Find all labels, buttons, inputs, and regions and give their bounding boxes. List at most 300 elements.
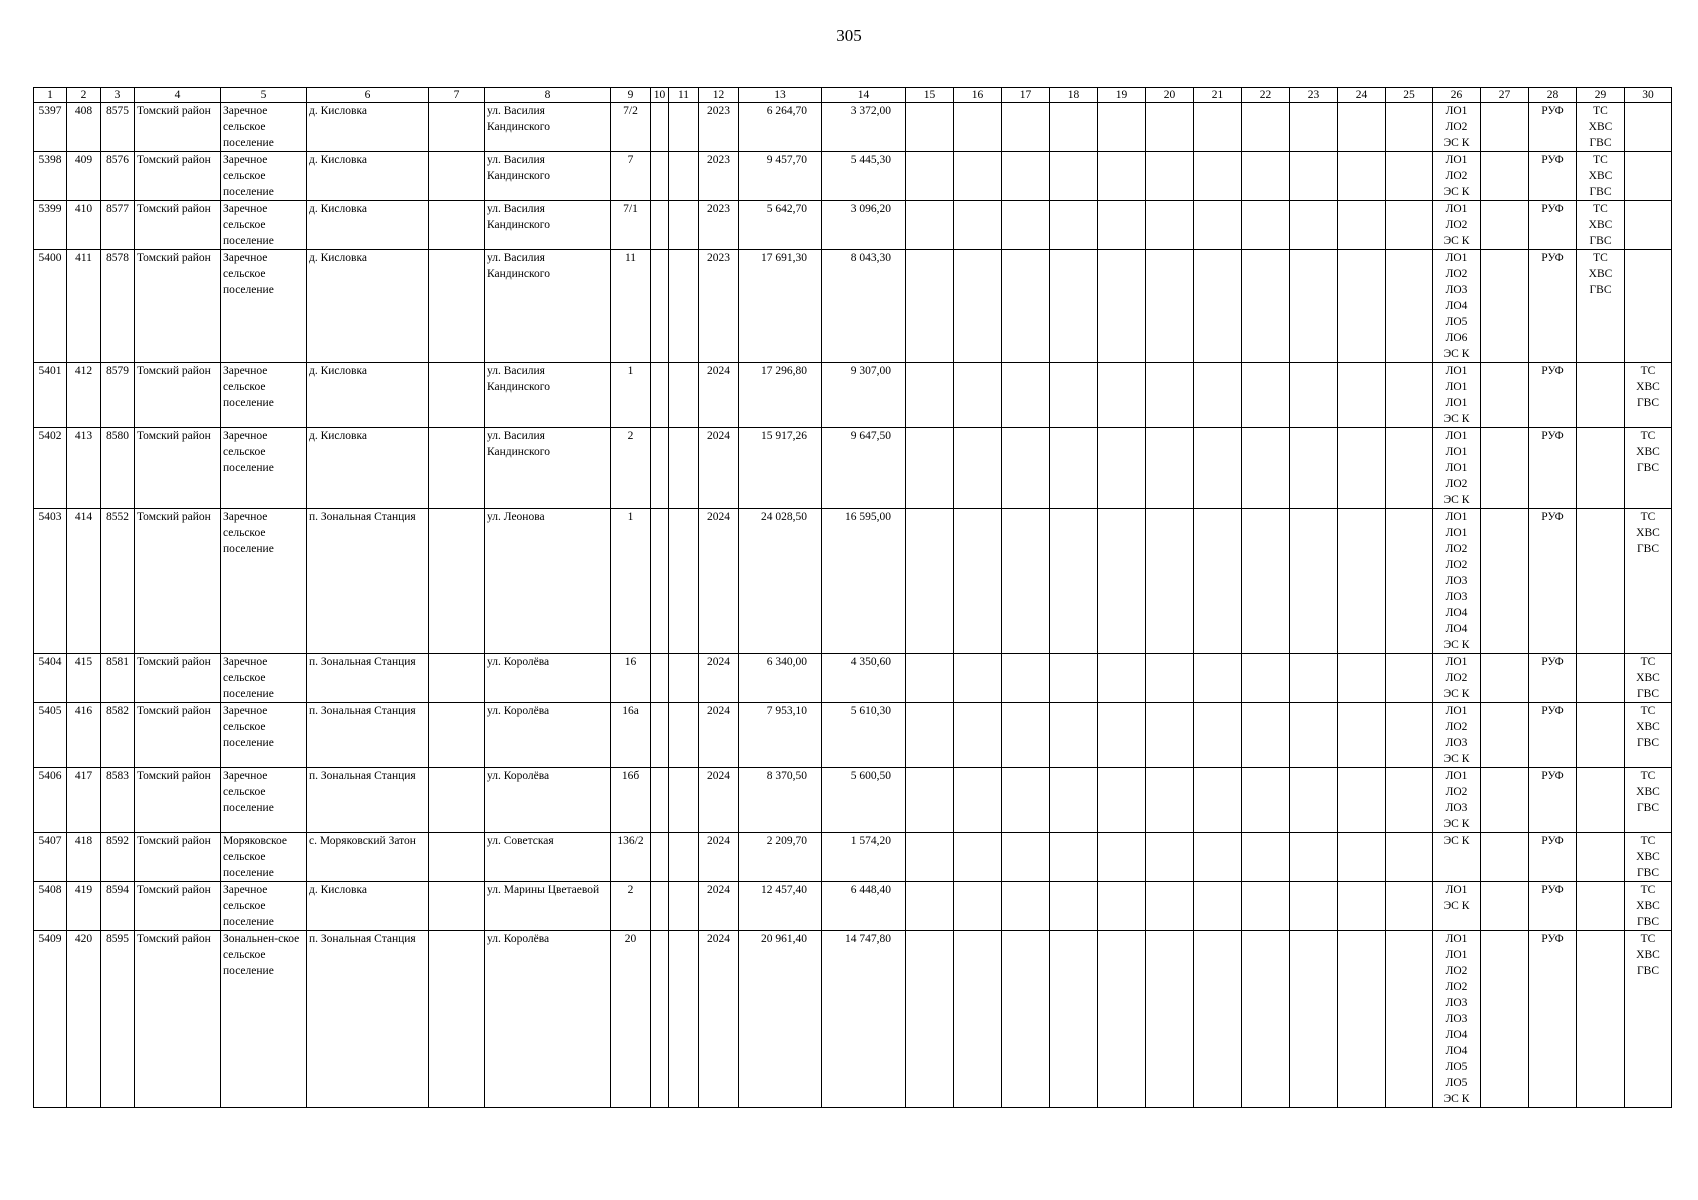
cell-col-20 (1146, 882, 1194, 931)
cell-col-8: ул. Василия Кандинского (485, 201, 611, 250)
cell-col-14: 5 600,50 (822, 768, 906, 833)
cell-col-9: 20 (611, 931, 651, 1108)
cell-col-13: 17 296,80 (739, 363, 822, 428)
cell-col-1: 5403 (34, 509, 67, 654)
cell-col-23 (1290, 654, 1338, 703)
cell-col-28: РУФ (1529, 931, 1577, 1108)
cell-col-12: 2023 (699, 152, 739, 201)
cell-col-11 (669, 768, 699, 833)
cell-col-19 (1098, 152, 1146, 201)
cell-col-26: ЛО1 ЛО2 ЭС К (1433, 103, 1481, 152)
cell-col-10 (651, 833, 669, 882)
cell-col-9: 16а (611, 703, 651, 768)
column-header-8: 8 (485, 88, 611, 103)
column-header-1: 1 (34, 88, 67, 103)
cell-col-21 (1194, 654, 1242, 703)
cell-col-24 (1338, 882, 1386, 931)
cell-col-29 (1577, 703, 1625, 768)
cell-col-14: 1 574,20 (822, 833, 906, 882)
cell-col-2: 414 (67, 509, 101, 654)
cell-col-10 (651, 509, 669, 654)
cell-col-14: 9 307,00 (822, 363, 906, 428)
column-header-24: 24 (1338, 88, 1386, 103)
cell-col-14: 4 350,60 (822, 654, 906, 703)
cell-col-26: ЛО1 ЛО2 ЛО3 ЭС К (1433, 703, 1481, 768)
cell-col-28: РУФ (1529, 103, 1577, 152)
cell-col-14: 16 595,00 (822, 509, 906, 654)
cell-col-25 (1386, 250, 1433, 363)
cell-col-2: 417 (67, 768, 101, 833)
table-row (34, 363, 1672, 428)
cell-col-22 (1242, 931, 1290, 1108)
cell-col-25 (1386, 152, 1433, 201)
cell-col-5: Заречное сельское поселение (221, 703, 307, 768)
cell-col-25 (1386, 428, 1433, 509)
cell-col-1: 5405 (34, 703, 67, 768)
cell-col-3: 8595 (101, 931, 135, 1108)
cell-col-6: п. Зональная Станция (307, 654, 429, 703)
cell-col-19 (1098, 509, 1146, 654)
cell-col-3: 8579 (101, 363, 135, 428)
cell-col-24 (1338, 428, 1386, 509)
cell-col-30: ТС ХВС ГВС (1625, 363, 1672, 428)
column-header-29: 29 (1577, 88, 1625, 103)
table-row (34, 152, 1672, 201)
cell-col-16 (954, 250, 1002, 363)
cell-col-6: д. Кисловка (307, 428, 429, 509)
cell-col-22 (1242, 103, 1290, 152)
column-header-2: 2 (67, 88, 101, 103)
cell-col-15 (906, 509, 954, 654)
cell-col-4: Томский район (135, 201, 221, 250)
cell-col-29 (1577, 931, 1625, 1108)
cell-col-16 (954, 201, 1002, 250)
cell-col-10 (651, 931, 669, 1108)
cell-col-11 (669, 152, 699, 201)
cell-col-30: ТС ХВС ГВС (1625, 428, 1672, 509)
cell-col-11 (669, 882, 699, 931)
cell-col-21 (1194, 363, 1242, 428)
cell-col-12: 2024 (699, 654, 739, 703)
cell-col-30 (1625, 103, 1672, 152)
cell-col-19 (1098, 103, 1146, 152)
cell-col-11 (669, 201, 699, 250)
cell-col-24 (1338, 201, 1386, 250)
cell-col-22 (1242, 882, 1290, 931)
cell-col-18 (1050, 703, 1098, 768)
cell-col-25 (1386, 833, 1433, 882)
cell-col-27 (1481, 931, 1529, 1108)
cell-col-4: Томский район (135, 152, 221, 201)
cell-col-18 (1050, 103, 1098, 152)
cell-col-4: Томский район (135, 833, 221, 882)
cell-col-18 (1050, 428, 1098, 509)
cell-col-22 (1242, 152, 1290, 201)
cell-col-23 (1290, 768, 1338, 833)
cell-col-26: ЛО1 ЛО1 ЛО1 ЭС К (1433, 363, 1481, 428)
cell-col-16 (954, 152, 1002, 201)
cell-col-14: 5 445,30 (822, 152, 906, 201)
cell-col-23 (1290, 703, 1338, 768)
cell-col-22 (1242, 509, 1290, 654)
cell-col-15 (906, 201, 954, 250)
cell-col-24 (1338, 250, 1386, 363)
cell-col-29: ТС ХВС ГВС (1577, 152, 1625, 201)
cell-col-16 (954, 654, 1002, 703)
cell-col-28: РУФ (1529, 833, 1577, 882)
cell-col-5: Зональнен-ское сельское поселение (221, 931, 307, 1108)
cell-col-8: ул. Марины Цветаевой (485, 882, 611, 931)
cell-col-5: Заречное сельское поселение (221, 428, 307, 509)
cell-col-24 (1338, 363, 1386, 428)
cell-col-2: 411 (67, 250, 101, 363)
cell-col-4: Томский район (135, 428, 221, 509)
cell-col-14: 3 372,00 (822, 103, 906, 152)
cell-col-9: 136/2 (611, 833, 651, 882)
cell-col-29 (1577, 363, 1625, 428)
column-header-6: 6 (307, 88, 429, 103)
cell-col-15 (906, 250, 954, 363)
cell-col-23 (1290, 363, 1338, 428)
cell-col-2: 413 (67, 428, 101, 509)
cell-col-8: ул. Королёва (485, 654, 611, 703)
cell-col-13: 2 209,70 (739, 833, 822, 882)
cell-col-3: 8580 (101, 428, 135, 509)
cell-col-21 (1194, 509, 1242, 654)
cell-col-28: РУФ (1529, 250, 1577, 363)
cell-col-9: 7 (611, 152, 651, 201)
cell-col-1: 5402 (34, 428, 67, 509)
cell-col-8: ул. Василия Кандинского (485, 363, 611, 428)
column-header-23: 23 (1290, 88, 1338, 103)
cell-col-2: 416 (67, 703, 101, 768)
cell-col-11 (669, 363, 699, 428)
cell-col-4: Томский район (135, 882, 221, 931)
cell-col-27 (1481, 654, 1529, 703)
registry-table (33, 87, 1672, 1108)
column-header-7: 7 (429, 88, 485, 103)
cell-col-5: Заречное сельское поселение (221, 768, 307, 833)
cell-col-21 (1194, 882, 1242, 931)
cell-col-21 (1194, 703, 1242, 768)
cell-col-14: 14 747,80 (822, 931, 906, 1108)
cell-col-19 (1098, 768, 1146, 833)
cell-col-10 (651, 250, 669, 363)
cell-col-20 (1146, 250, 1194, 363)
cell-col-29 (1577, 882, 1625, 931)
cell-col-5: Заречное сельское поселение (221, 882, 307, 931)
table-row (34, 250, 1672, 363)
cell-col-23 (1290, 833, 1338, 882)
cell-col-27 (1481, 152, 1529, 201)
cell-col-17 (1002, 882, 1050, 931)
cell-col-29 (1577, 654, 1625, 703)
cell-col-8: ул. Василия Кандинского (485, 103, 611, 152)
cell-col-26: ЛО1 ЛО2 ЭС К (1433, 654, 1481, 703)
column-header-10: 10 (651, 88, 669, 103)
table-row (34, 882, 1672, 931)
cell-col-26: ЛО1 ЛО1 ЛО2 ЛО2 ЛО3 ЛО3 ЛО4 ЛО4 ЭС К (1433, 509, 1481, 654)
cell-col-25 (1386, 768, 1433, 833)
cell-col-17 (1002, 703, 1050, 768)
cell-col-9: 16б (611, 768, 651, 833)
cell-col-3: 8552 (101, 509, 135, 654)
cell-col-29: ТС ХВС ГВС (1577, 201, 1625, 250)
cell-col-25 (1386, 703, 1433, 768)
cell-col-10 (651, 882, 669, 931)
cell-col-11 (669, 250, 699, 363)
cell-col-19 (1098, 201, 1146, 250)
cell-col-1: 5409 (34, 931, 67, 1108)
column-header-4: 4 (135, 88, 221, 103)
cell-col-6: п. Зональная Станция (307, 703, 429, 768)
cell-col-12: 2024 (699, 882, 739, 931)
cell-col-17 (1002, 833, 1050, 882)
cell-col-21 (1194, 201, 1242, 250)
cell-col-6: п. Зональная Станция (307, 768, 429, 833)
cell-col-17 (1002, 931, 1050, 1108)
cell-col-19 (1098, 882, 1146, 931)
cell-col-27 (1481, 201, 1529, 250)
cell-col-29 (1577, 509, 1625, 654)
cell-col-1: 5407 (34, 833, 67, 882)
cell-col-17 (1002, 654, 1050, 703)
cell-col-10 (651, 363, 669, 428)
cell-col-10 (651, 703, 669, 768)
cell-col-10 (651, 654, 669, 703)
cell-col-13: 17 691,30 (739, 250, 822, 363)
cell-col-24 (1338, 703, 1386, 768)
column-header-16: 16 (954, 88, 1002, 103)
page-number: 305 (836, 26, 862, 45)
cell-col-9: 7/1 (611, 201, 651, 250)
cell-col-22 (1242, 654, 1290, 703)
cell-col-7 (429, 833, 485, 882)
cell-col-8: ул. Леонова (485, 509, 611, 654)
cell-col-30 (1625, 201, 1672, 250)
cell-col-23 (1290, 428, 1338, 509)
cell-col-13: 20 961,40 (739, 931, 822, 1108)
cell-col-5: Заречное сельское поселение (221, 654, 307, 703)
cell-col-26: ЭС К (1433, 833, 1481, 882)
cell-col-28: РУФ (1529, 152, 1577, 201)
cell-col-20 (1146, 833, 1194, 882)
cell-col-19 (1098, 931, 1146, 1108)
cell-col-22 (1242, 833, 1290, 882)
table-row (34, 103, 1672, 152)
cell-col-30 (1625, 152, 1672, 201)
cell-col-30: ТС ХВС ГВС (1625, 654, 1672, 703)
cell-col-2: 418 (67, 833, 101, 882)
cell-col-9: 11 (611, 250, 651, 363)
cell-col-27 (1481, 768, 1529, 833)
cell-col-27 (1481, 882, 1529, 931)
cell-col-12: 2024 (699, 703, 739, 768)
cell-col-26: ЛО1 ЛО2 ЛО3 ЭС К (1433, 768, 1481, 833)
cell-col-28: РУФ (1529, 363, 1577, 428)
cell-col-27 (1481, 833, 1529, 882)
cell-col-24 (1338, 152, 1386, 201)
cell-col-25 (1386, 363, 1433, 428)
cell-col-25 (1386, 509, 1433, 654)
cell-col-8: ул. Василия Кандинского (485, 152, 611, 201)
cell-col-10 (651, 152, 669, 201)
cell-col-20 (1146, 654, 1194, 703)
cell-col-1: 5397 (34, 103, 67, 152)
column-header-17: 17 (1002, 88, 1050, 103)
table-row (34, 428, 1672, 509)
cell-col-8: ул. Королёва (485, 931, 611, 1108)
cell-col-3: 8592 (101, 833, 135, 882)
cell-col-21 (1194, 428, 1242, 509)
cell-col-11 (669, 654, 699, 703)
cell-col-3: 8594 (101, 882, 135, 931)
cell-col-9: 1 (611, 509, 651, 654)
cell-col-11 (669, 509, 699, 654)
cell-col-1: 5401 (34, 363, 67, 428)
cell-col-25 (1386, 201, 1433, 250)
cell-col-29 (1577, 768, 1625, 833)
cell-col-15 (906, 152, 954, 201)
cell-col-15 (906, 428, 954, 509)
cell-col-13: 12 457,40 (739, 882, 822, 931)
cell-col-6: п. Зональная Станция (307, 931, 429, 1108)
cell-col-24 (1338, 509, 1386, 654)
cell-col-8: ул. Королёва (485, 703, 611, 768)
cell-col-4: Томский район (135, 931, 221, 1108)
cell-col-18 (1050, 833, 1098, 882)
cell-col-22 (1242, 201, 1290, 250)
cell-col-6: д. Кисловка (307, 103, 429, 152)
cell-col-28: РУФ (1529, 201, 1577, 250)
cell-col-18 (1050, 201, 1098, 250)
cell-col-30: ТС ХВС ГВС (1625, 931, 1672, 1108)
cell-col-17 (1002, 201, 1050, 250)
table-header-row (34, 88, 1672, 103)
cell-col-18 (1050, 882, 1098, 931)
cell-col-7 (429, 882, 485, 931)
cell-col-19 (1098, 833, 1146, 882)
column-header-13: 13 (739, 88, 822, 103)
cell-col-13: 24 028,50 (739, 509, 822, 654)
cell-col-27 (1481, 703, 1529, 768)
cell-col-19 (1098, 428, 1146, 509)
cell-col-27 (1481, 509, 1529, 654)
cell-col-15 (906, 654, 954, 703)
cell-col-28: РУФ (1529, 428, 1577, 509)
cell-col-26: ЛО1 ЛО2 ЭС К (1433, 201, 1481, 250)
cell-col-30: ТС ХВС ГВС (1625, 833, 1672, 882)
cell-col-17 (1002, 152, 1050, 201)
cell-col-1: 5408 (34, 882, 67, 931)
cell-col-24 (1338, 654, 1386, 703)
column-header-22: 22 (1242, 88, 1290, 103)
cell-col-6: д. Кисловка (307, 201, 429, 250)
cell-col-17 (1002, 768, 1050, 833)
cell-col-29 (1577, 428, 1625, 509)
cell-col-12: 2024 (699, 509, 739, 654)
cell-col-14: 6 448,40 (822, 882, 906, 931)
cell-col-7 (429, 703, 485, 768)
cell-col-24 (1338, 103, 1386, 152)
cell-col-1: 5400 (34, 250, 67, 363)
cell-col-27 (1481, 428, 1529, 509)
cell-col-5: Заречное сельское поселение (221, 152, 307, 201)
cell-col-23 (1290, 931, 1338, 1108)
cell-col-9: 2 (611, 882, 651, 931)
cell-col-13: 6 264,70 (739, 103, 822, 152)
cell-col-4: Томский район (135, 250, 221, 363)
cell-col-4: Томский район (135, 103, 221, 152)
cell-col-30: ТС ХВС ГВС (1625, 703, 1672, 768)
cell-col-26: ЛО1 ЛО2 ЛО3 ЛО4 ЛО5 ЛО6 ЭС К (1433, 250, 1481, 363)
cell-col-20 (1146, 428, 1194, 509)
cell-col-20 (1146, 703, 1194, 768)
cell-col-20 (1146, 201, 1194, 250)
cell-col-6: д. Кисловка (307, 250, 429, 363)
cell-col-12: 2023 (699, 250, 739, 363)
column-header-28: 28 (1529, 88, 1577, 103)
cell-col-5: Заречное сельское поселение (221, 103, 307, 152)
cell-col-25 (1386, 882, 1433, 931)
cell-col-28: РУФ (1529, 654, 1577, 703)
cell-col-15 (906, 882, 954, 931)
column-header-20: 20 (1146, 88, 1194, 103)
cell-col-18 (1050, 768, 1098, 833)
cell-col-23 (1290, 201, 1338, 250)
cell-col-7 (429, 201, 485, 250)
cell-col-9: 16 (611, 654, 651, 703)
cell-col-5: Заречное сельское поселение (221, 250, 307, 363)
table-row (34, 833, 1672, 882)
cell-col-13: 5 642,70 (739, 201, 822, 250)
cell-col-2: 420 (67, 931, 101, 1108)
cell-col-1: 5404 (34, 654, 67, 703)
cell-col-1: 5406 (34, 768, 67, 833)
cell-col-16 (954, 428, 1002, 509)
cell-col-9: 2 (611, 428, 651, 509)
cell-col-2: 408 (67, 103, 101, 152)
cell-col-25 (1386, 931, 1433, 1108)
cell-col-18 (1050, 654, 1098, 703)
cell-col-20 (1146, 363, 1194, 428)
table-row (34, 768, 1672, 833)
cell-col-2: 410 (67, 201, 101, 250)
table-row (34, 703, 1672, 768)
cell-col-15 (906, 931, 954, 1108)
cell-col-2: 409 (67, 152, 101, 201)
cell-col-21 (1194, 931, 1242, 1108)
column-header-18: 18 (1050, 88, 1098, 103)
cell-col-20 (1146, 509, 1194, 654)
cell-col-4: Томский район (135, 703, 221, 768)
cell-col-2: 415 (67, 654, 101, 703)
column-header-14: 14 (822, 88, 906, 103)
cell-col-11 (669, 428, 699, 509)
column-header-9: 9 (611, 88, 651, 103)
cell-col-23 (1290, 250, 1338, 363)
cell-col-9: 7/2 (611, 103, 651, 152)
cell-col-4: Томский район (135, 654, 221, 703)
cell-col-28: РУФ (1529, 768, 1577, 833)
cell-col-16 (954, 833, 1002, 882)
cell-col-2: 419 (67, 882, 101, 931)
cell-col-14: 9 647,50 (822, 428, 906, 509)
cell-col-26: ЛО1 ЛО1 ЛО2 ЛО2 ЛО3 ЛО3 ЛО4 ЛО4 ЛО5 ЛО5 ЭС К (1433, 931, 1481, 1108)
cell-col-11 (669, 103, 699, 152)
cell-col-5: Заречное сельское поселение (221, 363, 307, 428)
column-header-19: 19 (1098, 88, 1146, 103)
